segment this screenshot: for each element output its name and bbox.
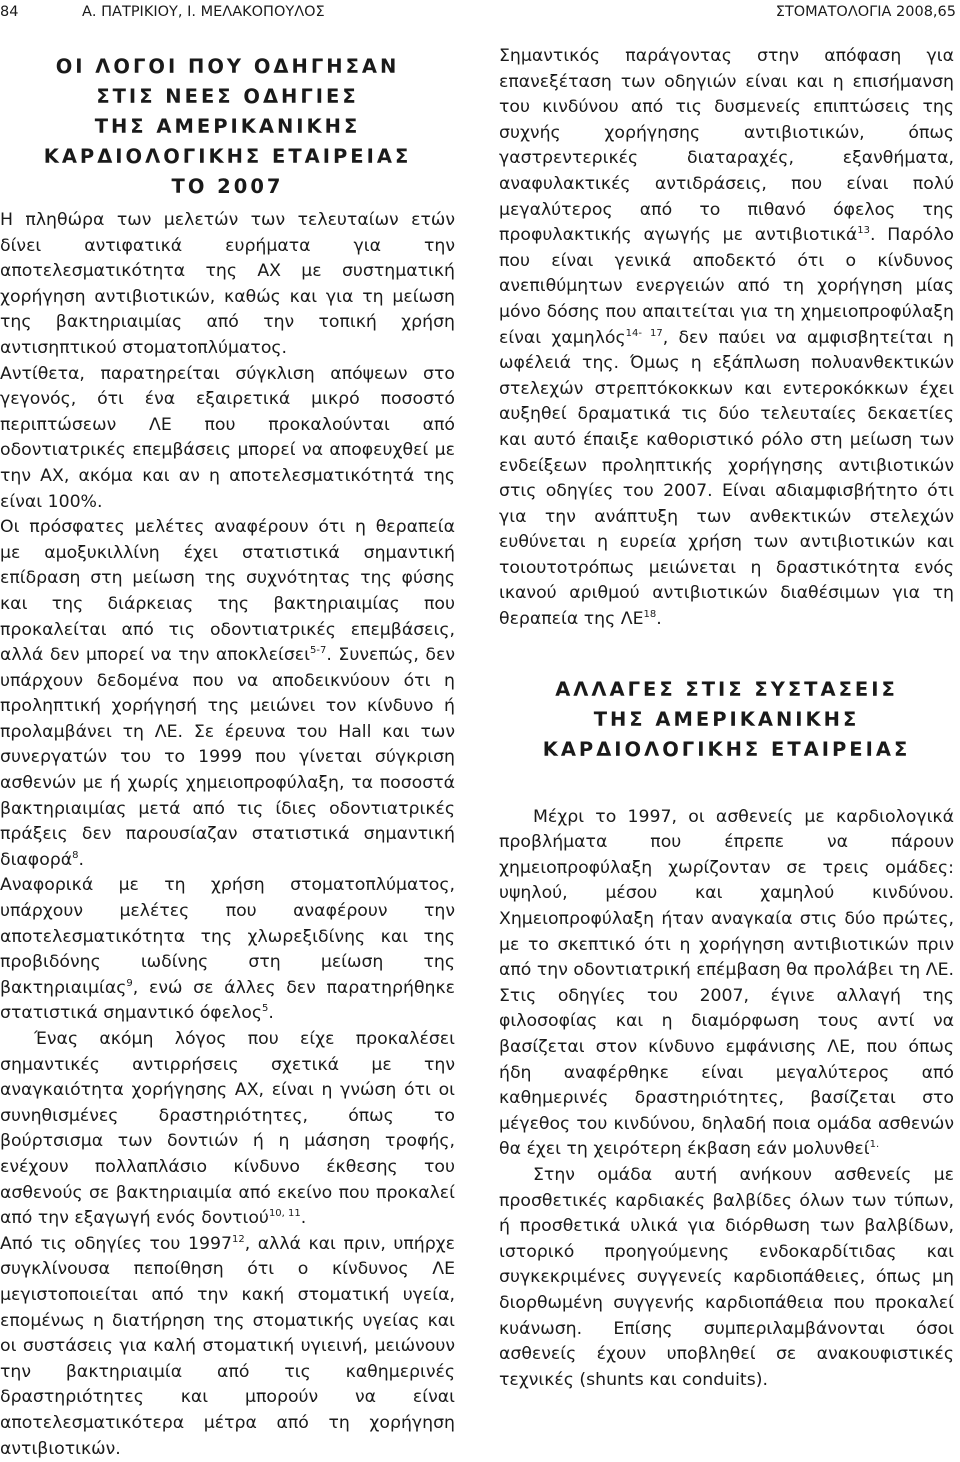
heading-line: ΤΗΣ ΑΜΕΡΙΚΑΝΙΚΗΣ bbox=[94, 115, 361, 138]
paragraph bbox=[0, 873, 455, 1027]
paragraph: Στην ομάδα αυτή ανήκουν ασθενείς με προσθετικές καρδιακές βαλβίδες όλων των τύπων, ή προσθετικά υλικά για διόρθωση των βαλβίδων, ιστορικό προηγούμενης ενδοκαρδίτιδας και συγκεκριμένες συγγενείς καρδιοπάθειες, όπως μη διορθωμένη συγγενής καρδιοπάθεια που προκαλεί κυάνωση. Επίσης συμπεριλαμβάνονται όσοι ασθενείς έχουν υποβληθεί σε ανακουφιστικές τεχνικές (shunts και conduits). bbox=[499, 1164, 954, 1390]
citation-ref: 18 bbox=[643, 609, 657, 621]
text-run: . bbox=[78, 849, 85, 870]
citation-ref: 1. bbox=[869, 1139, 880, 1151]
citation-ref: 8 bbox=[72, 850, 79, 862]
journal-citation: ΣΤΟΜΑΤΟΛΟΓΙΑ 2008,65 bbox=[775, 4, 956, 20]
text-run: . bbox=[268, 1003, 274, 1024]
heading-line: ΤΗΣ ΑΜΕΡΙΚΑΝΙΚΗΣ bbox=[593, 707, 860, 731]
paragraph: Η πληθώρα των μελετών των τελευταίων ετών δίνει αντιφατικά ευρήματα για την αποτελεσματικότητα της ΑΧ με συστηματική χορήγηση αντιβιοτικών, καθώς και για τη μείωση της βακτηριαιμίας από την τοπική χρήση αντισηπτικού στοματοπλύματος. bbox=[0, 210, 455, 358]
left-column bbox=[0, 52, 455, 1462]
text-run: . bbox=[656, 609, 662, 630]
running-authors: Α. ΠΑΤΡΙΚΙΟΥ, Ι. ΜΕΛΑΚΟΠΟΥΛΟΣ bbox=[82, 4, 325, 20]
citation-ref: 5 bbox=[261, 1003, 269, 1015]
text-run: Σημαντικός παράγοντας στην απόφαση για επανεξέταση των οδηγιών είναι και η επισήμανση του κινδύνου από τις δυσμενείς επιπτώσεις της συχνής χορήγησης αντιβιοτικών, όπως γαστρεντερικές διαταραχές, εξανθήματα, αναφυλακτικές αντιδράσεις, που είναι πολύ μεγαλύτερος από το πιθανό όφελος της προφυλακτικής αγωγής με αντιβιοτικά bbox=[499, 46, 954, 246]
heading-line: ΣΤΙΣ ΝΕΕΣ ΟΔΗΓΙΕΣ bbox=[96, 85, 359, 108]
paragraph bbox=[0, 515, 455, 873]
citation-ref: 13 bbox=[857, 225, 871, 237]
heading-line: ΑΛΛΑΓΕΣ ΣΤΙΣ ΣΥΣΤΑΣΕΙΣ bbox=[555, 677, 898, 701]
section-heading-reasons bbox=[0, 52, 455, 202]
paragraph: Αντίθετα, παρατηρείται σύγκλιση απόψεων στο γεγονός, ότι ένα εξαιρετικά μικρό ποσοστό περιπτώσεων ΛΕ που προκαλούνται από οδοντιατρικές επεμβάσεις μπορεί να αποφευχθεί με την ΑΧ, ακόμα και αν η αποτελεσματικότητά της είναι 100%. bbox=[0, 363, 455, 512]
text-run: Μέχρι το 1997, οι ασθενείς με καρδιολογικά προβλήματα που έπρεπε να πάρουν χημειοπροφύλαξη χωρίζονταν σε τρεις ομάδες: υψηλού, μέσου και χαμηλού κινδύνου. Χημειοπροφύλαξη ήταν αναγκαία στις δύο πρώτες, με το σκεπτικό ότι η χορήγηση αντιβιοτικών πριν από την οδοντιατρική επέμβαση θα προλάβει τη ΛΕ. Στις οδηγίες του 2007, έγινε αλλαγή της φιλοσοφίας και η διαμόρφωση τους αντί να βασίζεται στον κίνδυνο εμφάνισης ΛΕ, που όπως ήδη αναφέρθηκε είναι μεγαλύτερος από καθημερινές δραστηριότητες, βασίζεται στο μέγεθος του κινδύνου, δηλαδή ποια ομάδα ασθενών θα έχει τη χειρότερη έκβαση εάν μολυνθεί bbox=[499, 806, 954, 1160]
citation-ref: 9 bbox=[126, 978, 133, 990]
citation-ref: 10, 11 bbox=[268, 1208, 301, 1220]
text-run: . Συνεπώς, δεν υπάρχουν δεδομένα που να αποδεικνύουν ότι η προληπτική χορήγησή της μειώνει τον κίνδυνο ή προλαμβάνει τη ΛΕ. Σε έρευνα του Hall και των συνεργατών του το 1999 που γίνεται σύγκριση ασθενών με ή χωρίς χημειοπροφύλαξη, τα ποσοστά βακτηριαιμίας μετά από τις ίδιες οδοντιατρικές πράξεις δεν παρουσίαζαν στατιστικά σημαντική διαφορά bbox=[0, 645, 455, 870]
text-run: , ενώ σε άλλες δεν παρατηρήθηκε στατιστικά σημαντικό όφελος bbox=[0, 977, 455, 1024]
text-run: , δεν παύει να αμφισβητείται η ωφέλειά της. Όμως η εξάπλωση πολυανθεκτικών στελεχών στρεπτόκοκκων και εντεροκόκκων έχει αυξηθεί δραματικά τις δύο τελευταίες δεκαετίες και αυτό έπαιξε καθοριστικό ρόλο στη μείωση των ενδείξεων προληπτικής χορήγησης αντιβιοτικών στις οδηγίες του 2007. Είναι αδιαμφισβήτητο ότι για την ανάπτυξη των ανθεκτικών στελεχών ευθύνεται η ευρεία χρήση των αντιβιοτικών και τοιουτοτρόπως μειώνεται η δραστικότητα ενός ικανού αριθμού αντιβιοτικών διαθέσιμων για τη θεραπεία της ΛΕ bbox=[499, 327, 954, 630]
running-header bbox=[0, 0, 960, 24]
right-column bbox=[499, 44, 954, 1393]
paragraph bbox=[499, 44, 954, 633]
heading-line: ΟΙ ΛΟΓΟΙ ΠΟΥ ΟΔΗΓΗΣΑΝ bbox=[55, 55, 400, 78]
citation-ref: 12 bbox=[231, 1233, 245, 1245]
text-run: Αναφορικά με τη χρήση στοματοπλύματος, υπάρχουν μελέτες που αναφέρουν την αποτελεσματικότητα της χλωρεξιδίνης και της προβιδόνης ιωδίνης στη μείωση της βακτηριαιμίας bbox=[0, 875, 455, 998]
heading-line: ΚΑΡΔΙΟΛΟΓΙΚΗΣ ΕΤΑΙΡΕΙΑΣ bbox=[43, 145, 412, 168]
paragraph bbox=[0, 1232, 455, 1462]
citation-ref: 14- 17 bbox=[625, 327, 663, 339]
section-heading-changes bbox=[499, 675, 954, 765]
text-run: Από τις οδηγίες του 1997 bbox=[0, 1233, 232, 1254]
paragraph bbox=[0, 1027, 455, 1232]
heading-line: ΚΑΡΔΙΟΛΟΓΙΚΗΣ ΕΤΑΙΡΕΙΑΣ bbox=[542, 737, 911, 761]
citation-ref: 5-7 bbox=[310, 645, 327, 657]
paragraph bbox=[499, 805, 954, 1163]
text-run: Ένας ακόμη λόγος που είχε προκαλέσει σημαντικές αντιρρήσεις σχετικά με την αναγκαιότητα χορήγησης ΑΧ, είναι η γνώση ότι οι συνηθισμένες δραστηριότητες, όπως το βούρτσισμα των δοντιών ή η μάσηση τροφής, ενέχουν πολλαπλάσιο κίνδυνο έκθεσης του ασθενούς σε βακτηριαιμία από εκείνο που προκαλεί από την εξαγωγή ενός δοντιού bbox=[0, 1029, 455, 1229]
page-number: 84 bbox=[0, 4, 19, 20]
text-run: , αλλά και πριν, υπήρχε συγκλίνουσα πεποίθηση ότι ο κίνδυνος ΛΕ μεγιστοποιείται από την κακή στοματική υγεία, επομένως η διατήρηση της στοματικής υγείας και οι συστάσεις για καλή στοματική υγιεινή, μειώνουν την βακτηριαιμία από τις καθημερινές δραστηριότητες και μπορούν να είναι αποτελεσματικότερα μέτρα από τη χορήγηση αντιβιοτικών. bbox=[0, 1233, 455, 1459]
heading-line: ΤΟ 2007 bbox=[171, 175, 284, 198]
text-run: Οι πρόσφατες μελέτες αναφέρουν ότι η θεραπεία με αμοξυκιλλίνη έχει στατιστικά σημαντική επίδραση στη μείωση της συχνότητας της φύσης και της διάρκειας της βακτηριαιμίας που προκαλείται από τις οδοντιατρικές επεμβάσεις, αλλά δεν μπορεί να την αποκλείσει bbox=[0, 517, 455, 666]
text-run: . Παρόλο που είναι γενικά αποδεκτό ότι ο κίνδυνος ανεπιθύμητων ενεργειών από τη χορήγηση μίας μόνο δόσης που απαιτείται για τη χημειοπροφύλαξη είναι χαμηλός bbox=[499, 225, 954, 348]
text-run: . bbox=[300, 1208, 307, 1229]
